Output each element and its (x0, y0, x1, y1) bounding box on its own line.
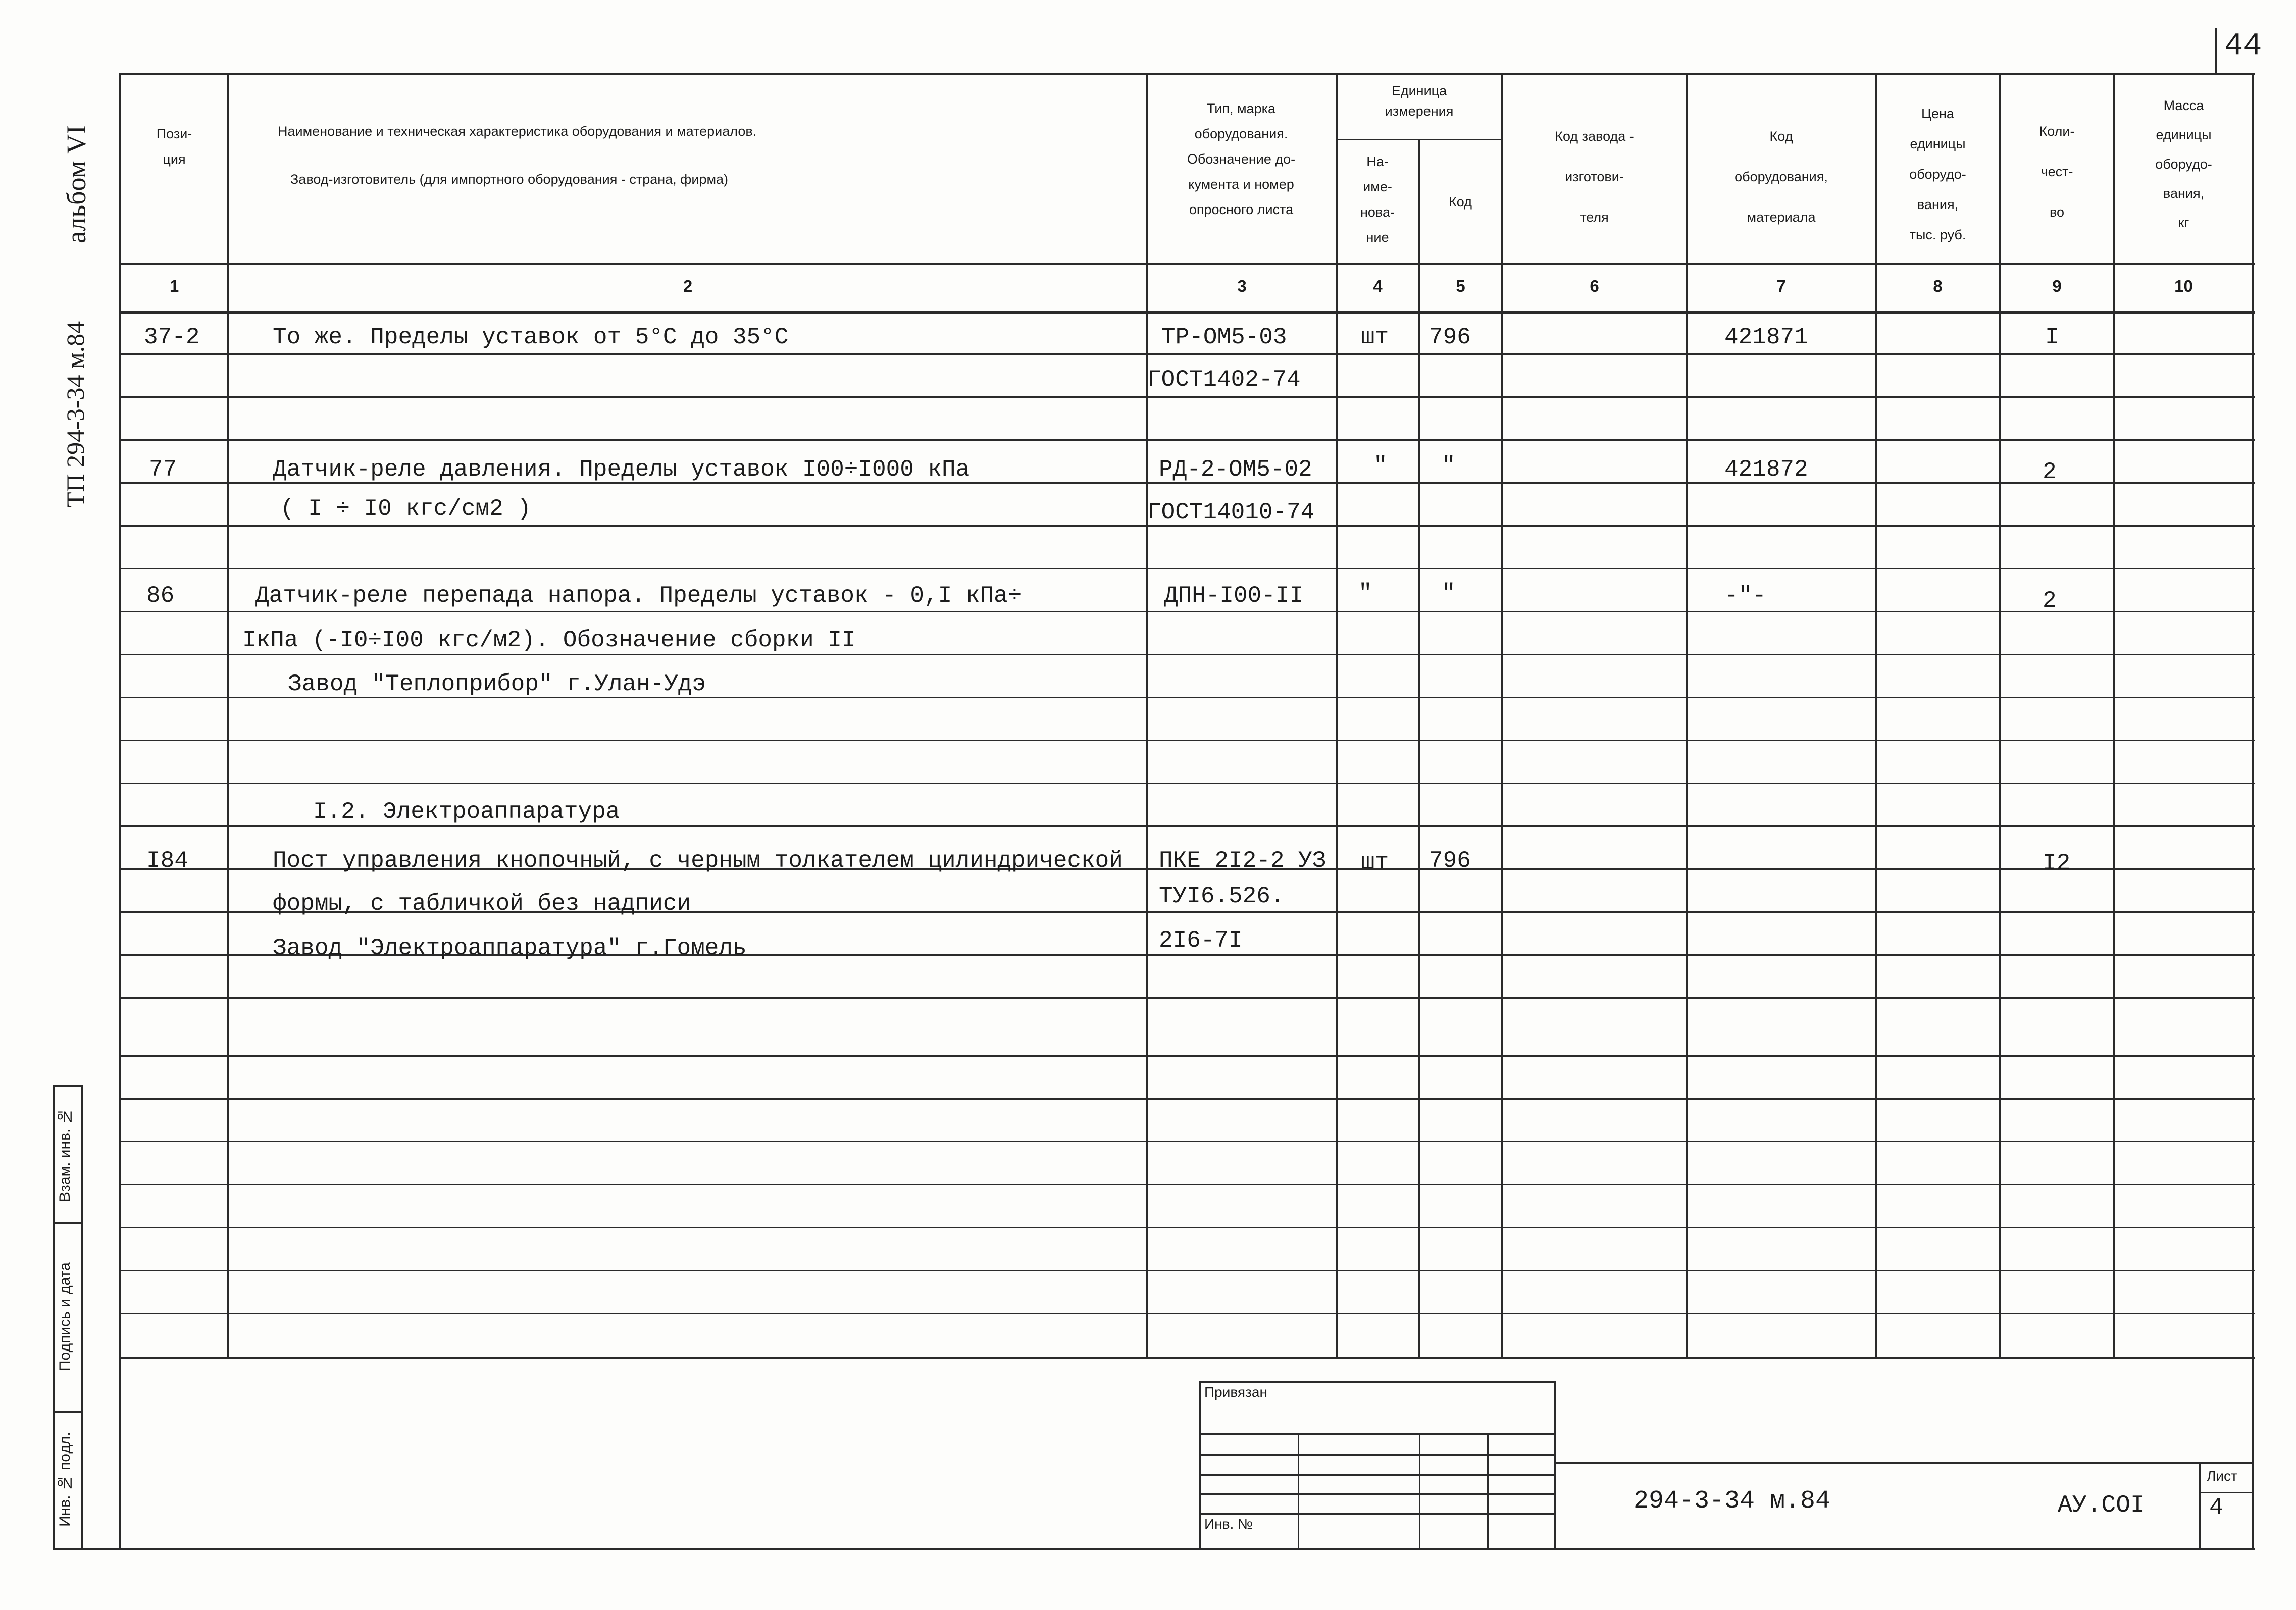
stamp-line (53, 1548, 121, 1550)
col-line-8 (1999, 73, 2001, 1358)
hdr-col5: Код (1449, 194, 1472, 210)
row-line (119, 1313, 2255, 1314)
cell-material-code: -"- (1724, 583, 1766, 609)
tb-vline (1554, 1381, 1556, 1549)
cell-type: РД-2-ОМ5-02 (1159, 456, 1312, 483)
hdr-col2-line1: Наименование и техническая характеристика оборудования и материалов. (278, 124, 757, 139)
tb-line (1199, 1474, 1555, 1476)
list-label: Лист (2207, 1468, 2237, 1484)
col-line-4 (1418, 139, 1420, 1358)
doc-number: 294-3-34 м.84 (1634, 1487, 1831, 1516)
stamp-inner (81, 1085, 83, 1549)
tb-vline (1419, 1433, 1420, 1549)
stamp-left (53, 1085, 55, 1549)
tb-line (1199, 1493, 1555, 1495)
cell-unit: шт (1361, 324, 1389, 350)
hdr-col1: Пози- ция (156, 126, 192, 167)
cell-unit: " (1358, 580, 1372, 606)
cell-name: То же. Пределы уставок от 5°С до 35°С (273, 324, 789, 350)
col-number: 10 (2174, 277, 2193, 295)
cell-type: ГОСТ14010-74 (1147, 499, 1315, 526)
cell-position: 86 (146, 583, 175, 609)
hdr-col2-line2: Завод-изготовитель (для импортного оборудования - страна, фирма) (290, 172, 729, 187)
hdr-col4: На- име- нова- ние (1360, 154, 1395, 245)
cell-quantity: 2 (2043, 459, 2057, 485)
cell-quantity: 2 (2043, 588, 2057, 614)
col-number: 8 (1933, 277, 1943, 295)
row-line (119, 396, 2255, 398)
cell-type: 2I6-7I (1159, 927, 1243, 954)
doc-code: АУ.СОI (2058, 1492, 2145, 1519)
col-number: 7 (1776, 277, 1786, 295)
col-line-2 (1146, 73, 1148, 1358)
hdr-col7: Код оборудования, материала (1734, 129, 1828, 225)
cell-unit: шт (1361, 849, 1389, 875)
tb-list-divider (2199, 1462, 2201, 1549)
col-line-6 (1686, 73, 1688, 1358)
col-number: 1 (169, 277, 179, 295)
col-line-7 (1875, 73, 1877, 1358)
row-line (119, 1141, 2255, 1142)
cell-name: IкПа (-I0÷I00 кгс/м2). Обозначение сборки II (242, 627, 856, 653)
frame-bottom (119, 1548, 2255, 1550)
privyazan-top (1199, 1381, 1555, 1383)
row-line (119, 1270, 2255, 1271)
cell-name: Пост управления кнопочный, с черным толкателем цилиндрической (273, 848, 1123, 874)
col-line-5 (1501, 73, 1503, 1358)
row-line (119, 611, 2255, 612)
cell-name: Датчик-реле перепада напора. Пределы уставок - 0,I кПа÷ (255, 583, 1022, 609)
row-line (119, 783, 2255, 784)
cell-type: ДПН-I00-II (1164, 583, 1304, 609)
list-value: 4 (2209, 1494, 2223, 1521)
row-line (119, 997, 2255, 999)
hdr-col6: Код завода - изготови- теля (1555, 129, 1634, 225)
tb-vline (1199, 1381, 1201, 1549)
cell-name: Завод "Теплоприбор" г.Улан-Удэ (288, 671, 706, 697)
cell-position: 77 (149, 456, 177, 483)
stamp-line (53, 1411, 83, 1413)
page-number-divider (2215, 28, 2217, 73)
sheet-number-top: 44 (2224, 28, 2262, 64)
cell-material-code: 421871 (1724, 324, 1808, 350)
row-line (119, 1098, 2255, 1100)
hdr-col8: Цена единицы оборудо- вания, тыс. руб. (1909, 106, 1966, 242)
stamp-inv-podl: Инв. № подл. (57, 1432, 73, 1527)
tb-list-line (2199, 1492, 2253, 1493)
cell-position: I84 (146, 848, 188, 874)
row-line (119, 1184, 2255, 1185)
frame-top (119, 73, 2255, 75)
cell-unit-code: 796 (1429, 848, 1471, 874)
hdr-col10: Масса единицы оборудо- вания, кг (2155, 98, 2212, 230)
tb-line (1199, 1433, 1555, 1435)
unit-group-line (1336, 139, 1502, 140)
col-line-9 (2113, 73, 2115, 1358)
col-number: 2 (683, 277, 693, 295)
privyazan-label: Привязан (1204, 1384, 1267, 1400)
cell-type: ПКЕ 2I2-2 УЗ (1159, 848, 1326, 874)
col-line-3 (1336, 73, 1338, 1358)
hdr-col3: Тип, марка оборудования. Обозначение до- кумента и номер опросного листа (1187, 101, 1296, 217)
cell-quantity: I2 (2043, 850, 2071, 876)
numbers-bottom-line (119, 311, 2255, 314)
tb-line (1199, 1454, 1555, 1456)
stamp-vzam-inv: Взам. инв. № (57, 1108, 73, 1202)
table-bottom-line (119, 1357, 2255, 1359)
row-line (119, 1055, 2255, 1057)
cell-name: Датчик-реле давления. Пределы уставок I00÷I000 кПа (273, 456, 970, 483)
row-line (119, 439, 2255, 441)
hdr-col9: Коли- чест- во (2039, 124, 2075, 220)
cell-position: 37-2 (144, 324, 200, 350)
col-number: 5 (1456, 277, 1465, 295)
tb-main-top (1554, 1462, 2253, 1464)
stamp-line (53, 1085, 83, 1087)
row-line (119, 353, 2255, 355)
cell-unit-code: " (1442, 453, 1456, 479)
project-code: ТП 294-3-34 м.84 (61, 321, 89, 507)
inv-no-label: Инв. № (1204, 1516, 1253, 1532)
col-number: 4 (1373, 277, 1383, 295)
row-line (119, 568, 2255, 569)
cell-type: ГОСТ1402-74 (1147, 367, 1301, 393)
tb-vline (1298, 1433, 1299, 1549)
header-bottom-line (119, 263, 2255, 265)
cell-type: ТУI6.526. (1159, 883, 1285, 909)
col-number: 3 (1237, 277, 1247, 295)
cell-material-code: 421872 (1724, 456, 1808, 483)
hdr-unit-group: Единица измерения (1385, 83, 1454, 119)
cell-unit: " (1373, 453, 1388, 479)
cell-name: ( I ÷ I0 кгс/см2 ) (280, 496, 531, 522)
section-title: I.2. Электроаппаратура (313, 799, 620, 825)
stamp-line (53, 1222, 83, 1224)
cell-unit-code: " (1442, 580, 1456, 606)
col-number: 6 (1590, 277, 1599, 295)
col-line-1 (227, 73, 229, 1358)
tb-line (1199, 1513, 1555, 1515)
stamp-podpis-data: Подпись и дата (57, 1262, 73, 1371)
row-line (119, 740, 2255, 741)
cell-unit-code: 796 (1429, 324, 1471, 350)
album-label: альбом VI (61, 125, 91, 244)
frame-right (2252, 73, 2254, 1550)
cell-name: Завод "Электроаппаратура" г.Гомель (273, 935, 747, 961)
row-line (119, 1227, 2255, 1228)
cell-type: ТР-ОМ5-03 (1161, 324, 1287, 350)
cell-name: формы, с табличкой без надписи (273, 891, 691, 917)
cell-quantity: I (2045, 324, 2059, 350)
col-number: 9 (2052, 277, 2062, 295)
tb-vline (1487, 1433, 1489, 1549)
